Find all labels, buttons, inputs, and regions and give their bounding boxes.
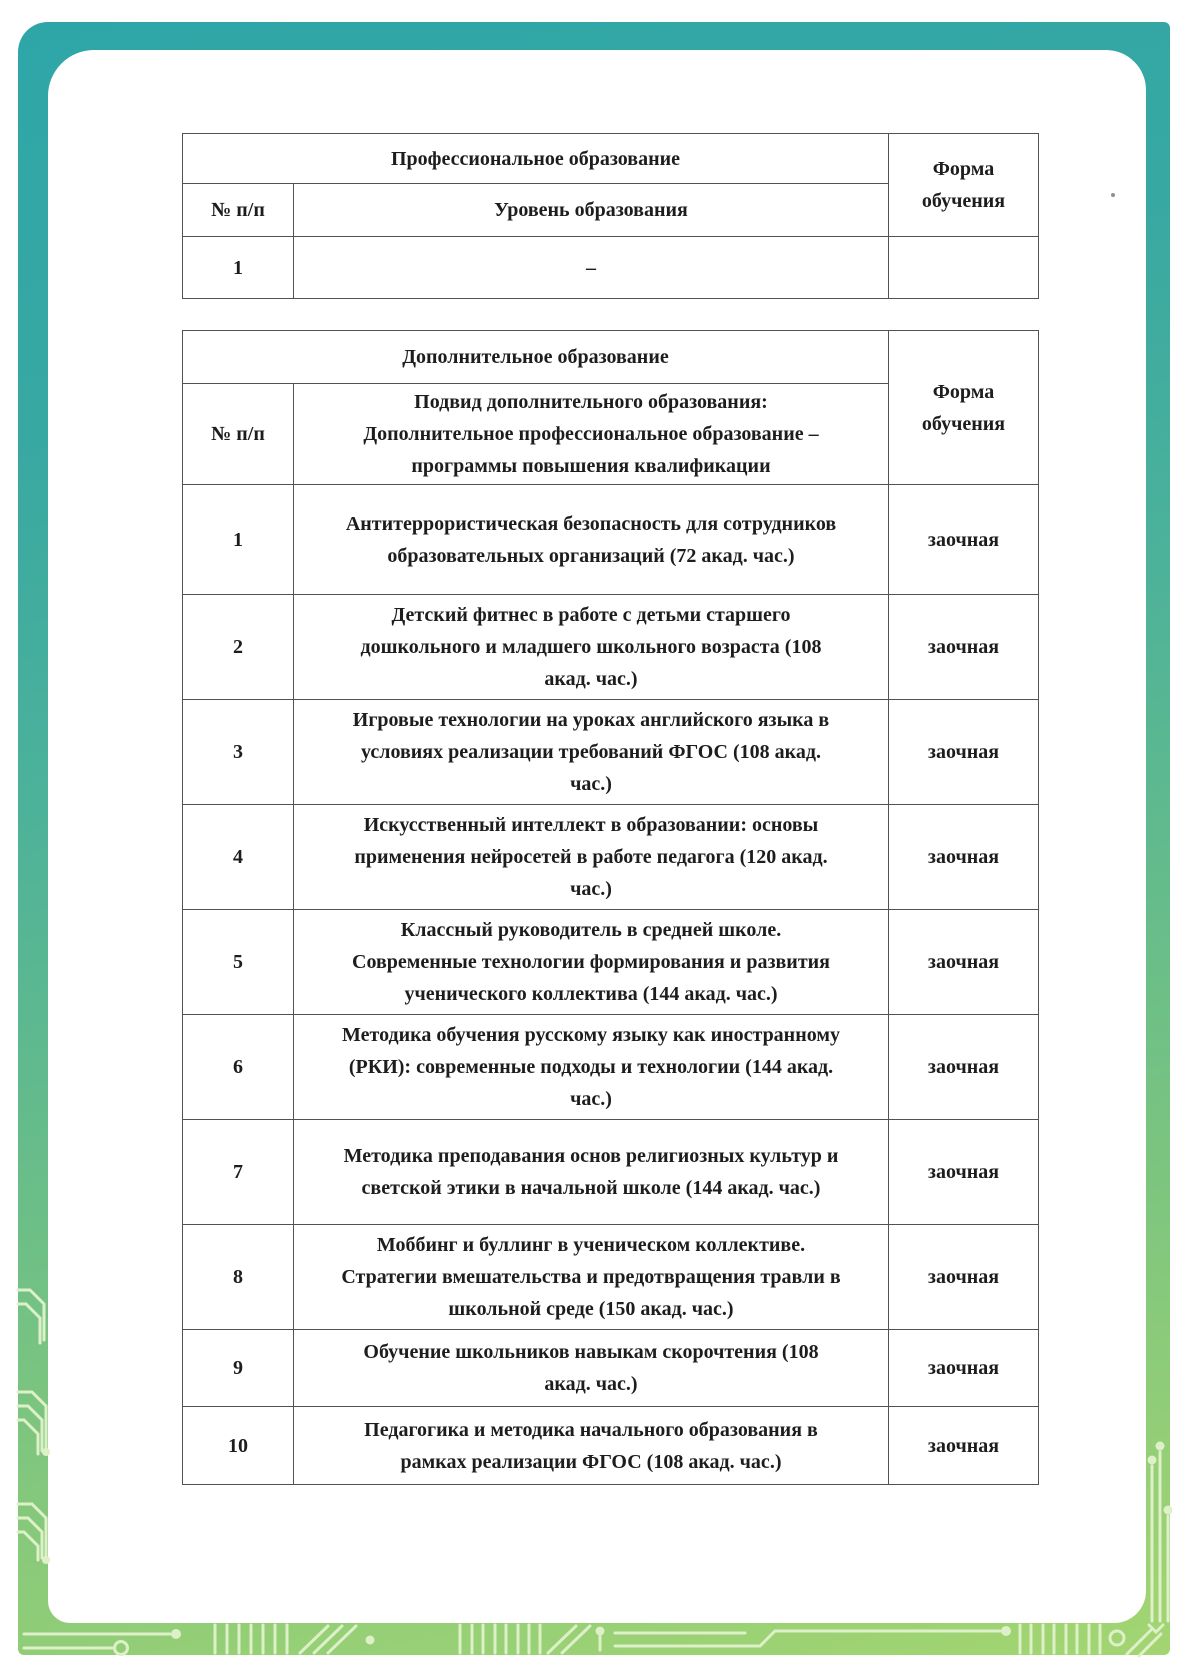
row-number: 9	[183, 1330, 294, 1407]
dop-section-title: Дополнительное образование	[183, 331, 889, 384]
course-title: Игровые технологии на уроках английского языка в условиях реализации требований ФГОС (108 акад. час.)	[294, 700, 889, 805]
prof-section-title: Профессиональное образование	[183, 134, 889, 184]
scan-speck	[1111, 193, 1115, 197]
row-number: 3	[183, 700, 294, 805]
course-form: заочная	[889, 805, 1039, 910]
prof-row-level: –	[294, 237, 889, 299]
prof-row-number: 1	[183, 237, 294, 299]
course-title: Педагогика и методика начального образования в рамках реализации ФГОС (108 акад. час.)	[294, 1407, 889, 1485]
course-title: Детский фитнес в работе с детьми старшего дошкольного и младшего школьного возраста (108 акад. час.)	[294, 595, 889, 700]
course-form: заочная	[889, 595, 1039, 700]
row-number: 8	[183, 1225, 294, 1330]
course-form: заочная	[889, 1015, 1039, 1120]
course-title: Антитеррористическая безопасность для сотрудников образовательных организаций (72 акад. час.)	[294, 485, 889, 595]
prof-row-form	[889, 237, 1039, 299]
course-form: заочная	[889, 1330, 1039, 1407]
dop-num-header: № п/п	[183, 384, 294, 485]
row-number: 6	[183, 1015, 294, 1120]
table-row	[183, 1015, 1039, 1120]
course-title: Обучение школьников навыкам скорочтения (108 акад. час.)	[294, 1330, 889, 1407]
course-title: Искусственный интеллект в образовании: основы применения нейросетей в работе педагога (120 акад. час.)	[294, 805, 889, 910]
row-number: 1	[183, 485, 294, 595]
table-row	[183, 595, 1039, 700]
table-row	[183, 700, 1039, 805]
course-form: заочная	[889, 1120, 1039, 1225]
row-number: 10	[183, 1407, 294, 1485]
table-row	[183, 1225, 1039, 1330]
row-number: 2	[183, 595, 294, 700]
table-row	[183, 485, 1039, 595]
prof-level-header: Уровень образования	[294, 184, 889, 237]
row-number: 4	[183, 805, 294, 910]
course-form: заочная	[889, 910, 1039, 1015]
prof-form-header: Форма обучения	[889, 134, 1039, 237]
table-row	[183, 237, 1039, 299]
course-title: Классный руководитель в средней школе. Современные технологии формирования и развития ученического коллектива (144 акад. час.)	[294, 910, 889, 1015]
course-title: Моббинг и буллинг в ученическом коллективе. Стратегии вмешательства и предотвращения травли в школьной среде (150 акад. час.)	[294, 1225, 889, 1330]
dop-form-header: Форма обучения	[889, 331, 1039, 485]
row-number: 7	[183, 1120, 294, 1225]
table-row	[183, 805, 1039, 910]
course-form: заочная	[889, 485, 1039, 595]
course-title: Методика преподавания основ религиозных культур и светской этики в начальной школе (144 акад. час.)	[294, 1120, 889, 1225]
prof-num-header: № п/п	[183, 184, 294, 237]
table-row	[183, 910, 1039, 1015]
course-form: заочная	[889, 1407, 1039, 1485]
additional-education-table	[182, 330, 1039, 1485]
dop-program-header: Подвид дополнительного образования: Дополнительное профессиональное образование – программы повышения квалификации	[294, 384, 889, 485]
course-form: заочная	[889, 1225, 1039, 1330]
table-row	[183, 1407, 1039, 1485]
course-form: заочная	[889, 700, 1039, 805]
row-number: 5	[183, 910, 294, 1015]
course-title: Методика обучения русскому языку как иностранному (РКИ): современные подходы и технологии (144 акад. час.)	[294, 1015, 889, 1120]
table-row	[183, 1330, 1039, 1407]
table-row	[183, 1120, 1039, 1225]
professional-education-table	[182, 133, 1039, 299]
